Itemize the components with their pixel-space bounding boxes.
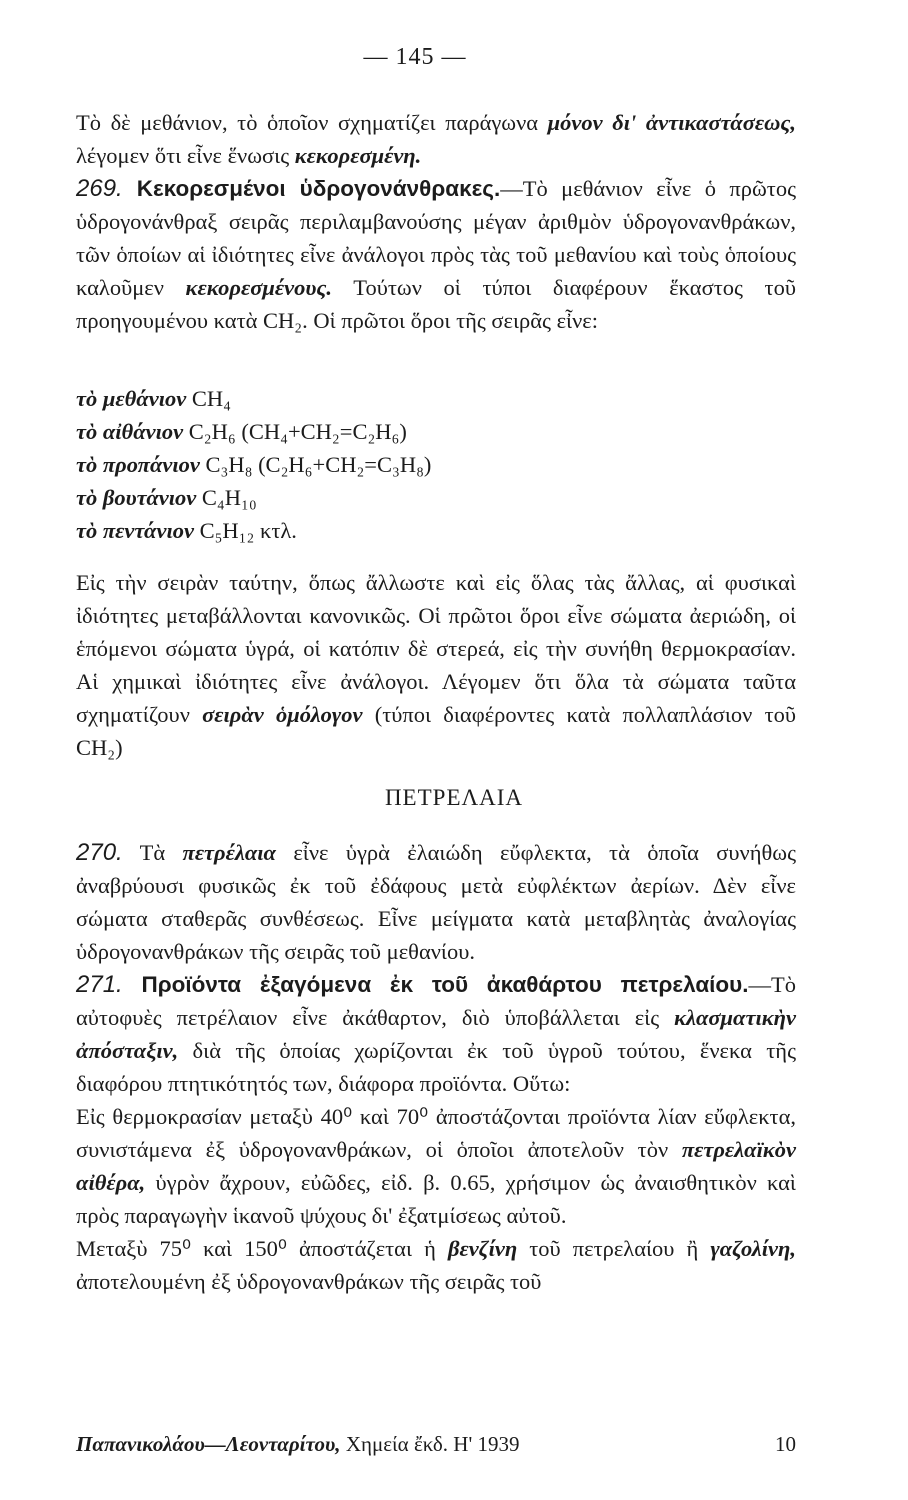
emphasis-text: σειρὰν ὁμόλογον	[202, 702, 363, 727]
text-run: Εἰς τὴν σειρὰν ταύτην, ὅπως ἄλλωστε καὶ εἰς ὅλας τὰς ἄλλας, αἱ φυσικαὶ ἰδιότητες μεταβάλλονται κανονικῶς. Οἱ πρῶτοι ὅροι εἶνε σώματα ἀεριώδη, οἱ ἑπόμενοι σώματα ὑγρά, οἱ κατόπιν δὲ στερεά, εἰς τὴν συνήθη θερμοκρασίαν. Αἱ χημικαὶ ἰδιότητες εἶνε ἀνάλογοι. Λέγομεν ὅτι ὅλα τὰ σώματα ταῦτα σχηματίζουν	[76, 570, 796, 727]
compound-name: τὸ μεθάνιον	[76, 386, 187, 411]
page-number: — 145 —	[363, 44, 467, 70]
series-item	[76, 481, 796, 514]
paragraph-gasoline	[76, 1232, 796, 1298]
paragraph-homologous	[76, 566, 796, 764]
compound-formula: C₅H₁₂ κτλ.	[199, 518, 297, 543]
compound-name: τὸ βουτάνιον	[76, 485, 197, 510]
text-run: Τούτων οἱ τύποι διαφέρουν ἕκαστος τοῦ προηγουμένου κατὰ CH₂. Οἱ πρῶτοι ὅροι τῆς σειρᾶς εἶνε:	[76, 275, 796, 333]
emphasis-text: μόνον δι' ἀντικαστάσεως,	[547, 110, 796, 135]
page-footer	[76, 1432, 796, 1457]
emphasis-text: πετρελαϊκὸν αἰθέρα,	[76, 1137, 796, 1195]
text-run: —Τὸ μεθάνιον εἶνε ὁ πρῶτος ὑδρογονάνθραξ σειρᾶς περιλαμβανούσης μέγαν ἀριθμὸν ὑδρογονανθράκων, τῶν ὁποίων αἱ ἰδιότητες εἶνε ἀνάλογοι πρὸς τὰς τοῦ μεθανίου καὶ τοὺς ὁποίους καλοῦμεν	[76, 176, 796, 300]
compound-formula: C₄H₁₀	[201, 485, 257, 510]
emphasis-text: κεκορεσμένη.	[294, 143, 422, 168]
section-number: 269.	[76, 175, 123, 202]
series-item	[76, 382, 796, 415]
homologous-series-block	[76, 566, 796, 764]
section-heading: Προϊόντα ἐξαγόμενα ἐκ τοῦ ἀκαθάρτου πετρελαίου.	[122, 972, 749, 997]
emphasis-text: κεκορεσμένους.	[185, 275, 333, 300]
text-run: ὑγρὸν ἄχρουν, εὐῶδες, εἰδ. β. 0.65, χρήσιμον ὡς ἀναισθητικὸν καὶ πρὸς παραγωγὴν ἱκανοῦ ψύχους δι' ἐξατμίσεως αὐτοῦ.	[76, 1170, 796, 1228]
emphasis-text: πετρέλαια	[182, 840, 276, 865]
compound-name: τὸ αἰθάνιον	[76, 419, 184, 444]
paragraph-methane-substitution	[76, 106, 796, 172]
text-run: εἶνε ὑγρὰ ἐλαιώδη εὔφλεκτα, τὰ ὁποῖα συνήθως ἀναβρύουσι φυσικῶς ἐκ τοῦ ἐδάφους μετὰ εὐφλέκτων ἀερίων. Δὲν εἶνε σώματα σταθερᾶς συνθέσεως. Εἶνε μείγματα κατὰ μεταβλητὰς ἀναλογίας ὑδρογονανθράκων τῆς σειρᾶς τοῦ μεθανίου.	[76, 840, 796, 964]
bottom-text-block	[76, 836, 796, 1298]
section-heading: Κεκορεσμένοι ὑδρογονάνθρακες.	[122, 176, 501, 201]
text-run: Εἰς θερμοκρασίαν μεταξὺ 40⁰ καὶ 70⁰ ἀποστάζονται προϊόντα λίαν εὔφλεκτα, συνιστάμενα ἐξ ὑδρογονανθράκων, οἱ ὁποῖοι ἀποτελοῦν τὸν	[76, 1104, 796, 1162]
emphasis-text: γαζολίνη,	[710, 1236, 796, 1261]
text-run: —Τὸ αὐτοφυὲς πετρέλαιον εἶνε ἀκάθαρτον, διὸ ὑποβάλλεται εἰς	[76, 972, 796, 1030]
footer-signature-number: 10	[775, 1432, 796, 1456]
text-run: λέγομεν ὅτι εἶνε ἕνωσις	[76, 143, 295, 168]
emphasis-text: βενζίνη	[447, 1236, 518, 1261]
series-item	[76, 415, 796, 448]
alkane-series-list	[76, 382, 796, 547]
compound-formula: C₃H₈ (C₂H₆+CH₂=C₃H₈)	[205, 452, 432, 477]
text-run: τοῦ πετρελαίου ἢ	[517, 1236, 711, 1261]
text-run: Μεταξὺ 75⁰ καὶ 150⁰ ἀποστάζεται ἡ	[76, 1236, 448, 1261]
compound-formula: C₂H₆ (CH₄+CH₂=C₂H₆)	[188, 419, 407, 444]
section-title-petroleum: ΠΕΤΡΕΛΑΙΑ	[384, 785, 524, 810]
top-text-block	[76, 106, 796, 337]
paragraph-269	[76, 172, 796, 337]
text-run: ἀποτελουμένη ἐξ ὑδρογονανθράκων τῆς σειρᾶς τοῦ	[76, 1269, 542, 1294]
footer-spacer	[519, 1432, 775, 1457]
paragraph-270	[76, 836, 796, 968]
compound-name: τὸ πεντάνιον	[76, 518, 194, 543]
paragraph-petroleum-ether	[76, 1100, 796, 1232]
footer-citation	[76, 1432, 519, 1457]
footer-book-title: Χημεία ἔκδ. Η' 1939	[340, 1432, 520, 1456]
text-run: (τύποι διαφέροντες κατὰ πολλαπλάσιον τοῦ CH₂)	[76, 702, 797, 760]
text-run: Τὸ δὲ μεθάνιον, τὸ ὁποῖον σχηματίζει παράγωνα	[76, 110, 548, 135]
section-number: 271.	[76, 971, 123, 998]
footer-authors: Παπανικολάου—Λεονταρίτου,	[76, 1432, 341, 1456]
compound-formula: CH₄	[191, 386, 231, 411]
emphasis-text: κλασματικὴν ἀπόσταξιν,	[76, 1005, 796, 1063]
section-number: 270.	[76, 839, 123, 866]
series-item	[76, 448, 796, 481]
compound-name: τὸ προπάνιον	[76, 452, 200, 477]
text-run: Τὰ	[122, 840, 183, 865]
series-item	[76, 514, 796, 547]
paragraph-271	[76, 968, 796, 1100]
text-run: διὰ τῆς ὁποίας χωρίζονται ἐκ τοῦ ὑγροῦ τούτου, ἕνεκα τῆς διαφόρου πτητικότητός των, διάφορα προϊόντα. Οὕτω:	[76, 1038, 796, 1096]
